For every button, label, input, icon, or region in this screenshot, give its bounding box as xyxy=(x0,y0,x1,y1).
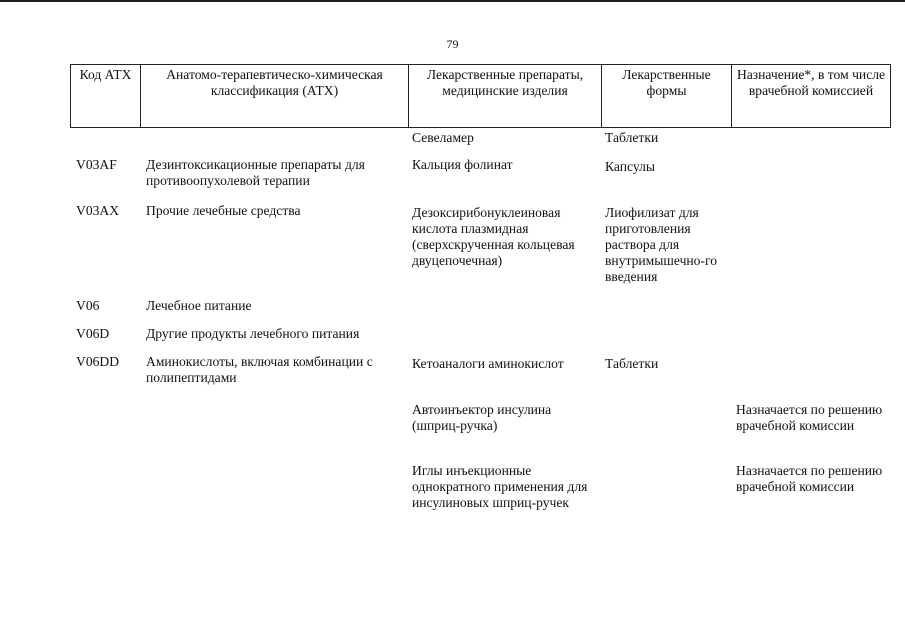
atx-classification: Лечебное питание xyxy=(146,298,252,313)
page-number: 79 xyxy=(446,37,459,51)
header-code: Код АТХ xyxy=(71,65,141,128)
top-border-line xyxy=(0,0,905,2)
atx-classification: Прочие лечебные средства xyxy=(146,203,301,218)
header-prescription: Назначение*, в том числе врачебной комиссией xyxy=(732,65,891,128)
dosage-form: Капсулы xyxy=(605,159,655,174)
drug-name: Иглы инъекционные однократного применения для инсулиновых шприц-ручек xyxy=(412,463,588,510)
atx-code: V06 xyxy=(76,298,100,313)
atx-code: V03AF xyxy=(76,157,117,172)
dosage-form: Таблетки xyxy=(605,130,659,145)
dosage-form: Лиофилизат для приготовления раствора для внутримышечно-го введения xyxy=(605,205,718,284)
drug-name: Кальция фолинат xyxy=(412,157,513,172)
dosage-form: Таблетки xyxy=(605,356,659,371)
prescription-note: Назначается по решению врачебной комиссии xyxy=(736,402,883,433)
atx-classification: Аминокислоты, включая комбинации с полипептидами xyxy=(146,354,373,385)
atx-classification: Другие продукты лечебного питания xyxy=(146,326,360,341)
atx-classification: Дезинтоксикационные препараты для противоопухолевой терапии xyxy=(146,157,365,188)
header-drugs-devices: Лекарственные препараты, медицинские изделия xyxy=(409,65,602,128)
drug-name: Автоинъектор инсулина (шприц-ручка) xyxy=(412,402,552,433)
atx-code: V06D xyxy=(76,326,110,341)
header-dosage-forms: Лекарственные формы xyxy=(602,65,732,128)
atx-code: V06DD xyxy=(76,354,120,369)
header-row xyxy=(71,65,891,128)
prescription-note: Назначается по решению врачебной комиссии xyxy=(736,463,883,494)
table-header xyxy=(70,64,891,128)
drug-name: Кетоаналоги аминокислот xyxy=(412,356,564,371)
drug-name: Дезоксирибонуклеиновая кислота плазмидная (сверхскрученная кольцевая двуцепочечная) xyxy=(412,205,575,268)
atx-code: V03AX xyxy=(76,203,120,218)
header-atx-classification: Анатомо-терапевтическо-химическая классификация (АТХ) xyxy=(141,65,409,128)
drug-name: Севеламер xyxy=(412,130,474,145)
